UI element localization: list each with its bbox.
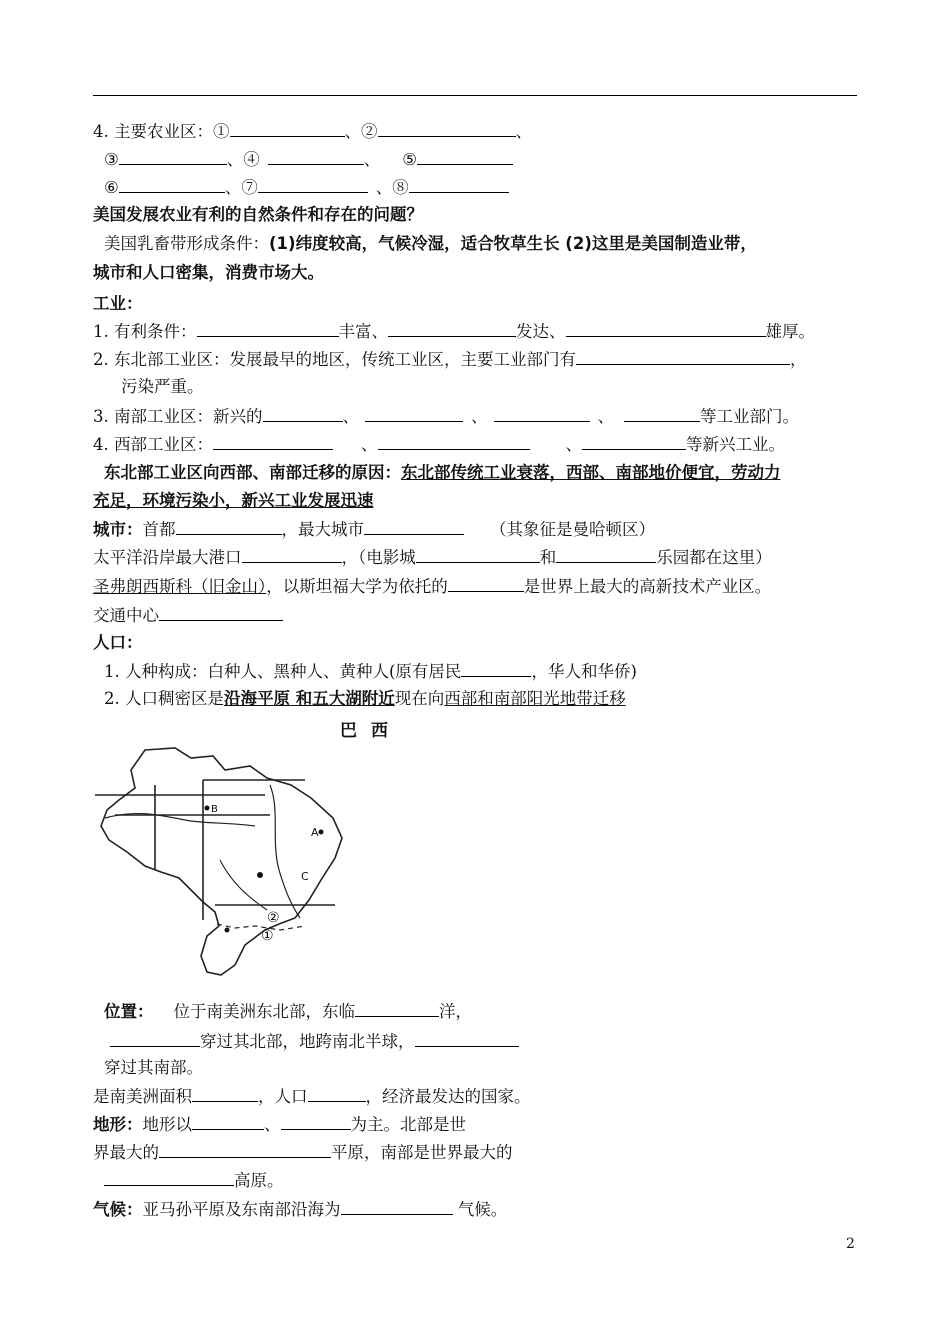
map-river	[270, 785, 300, 918]
city-line-3: 圣弗朗西斯科（旧金山），以斯坦福大学为依托的 是世界上最大的高新技术产业区。	[93, 577, 772, 596]
blank[interactable]	[378, 433, 530, 450]
brazil-terrain-line-3: 高原。	[104, 1169, 284, 1192]
blank[interactable]	[576, 348, 790, 365]
agri-line-3: ⑥ 、⑦ 、⑧	[104, 176, 509, 199]
blank[interactable]	[104, 1169, 234, 1186]
blank[interactable]	[388, 320, 516, 337]
page-number: 2	[846, 1236, 855, 1252]
map-label: A	[311, 826, 319, 839]
population-heading: 人口：	[93, 633, 143, 652]
industry-migration-line-1: 东北部工业区向西部、南部迁移的原因：东北部传统工业衰落，西部、南部地价便宜，劳动力	[104, 463, 781, 482]
map-point	[225, 928, 230, 933]
city-line-1: 城市：首都 ，最大城市 （其象征是曼哈顿区）	[93, 520, 655, 539]
blank[interactable]	[448, 575, 524, 592]
blank[interactable]	[197, 320, 339, 337]
brazil-position-line-4: 是南美洲面积 ，人口 ，经济最发达的国家。	[93, 1087, 531, 1106]
blank[interactable]	[159, 604, 283, 621]
blank[interactable]	[417, 148, 513, 165]
industry-line-2b: 污染严重。	[121, 377, 204, 396]
brazil-map	[95, 740, 355, 980]
dairy-line-2: 城市和人口密集，消费市场大。	[93, 263, 324, 282]
blank[interactable]	[582, 433, 686, 450]
blank[interactable]	[213, 433, 333, 450]
blank[interactable]	[416, 546, 540, 563]
blank[interactable]	[263, 405, 343, 422]
industry-line-1: 1. 有利条件： 丰富、 发达、 雄厚。	[93, 322, 815, 341]
blank[interactable]	[230, 120, 345, 137]
map-label: C	[301, 870, 309, 883]
population-line-1: 1. 人种构成：白种人、黑种人、黄种人(原有居民 ，华人和华侨)	[104, 662, 637, 681]
blank[interactable]	[378, 120, 516, 137]
blank[interactable]	[308, 1085, 366, 1102]
agri-question-heading: 美国发展农业有利的自然条件和存在的问题？	[93, 205, 423, 224]
blank[interactable]	[268, 148, 364, 165]
blank[interactable]	[624, 405, 700, 422]
blank[interactable]	[415, 1030, 519, 1047]
blank[interactable]	[192, 1085, 258, 1102]
agri-line-1: 4. 主要农业区：① 、② 、	[93, 122, 532, 141]
blank[interactable]	[242, 546, 342, 563]
blank[interactable]	[341, 1198, 453, 1215]
map-point	[319, 830, 324, 835]
city-line-2: 太平洋沿岸最大港口 ，（电影城 和 乐园都在这里）	[93, 548, 772, 567]
blank[interactable]	[461, 660, 531, 677]
industry-line-3: 3. 南部工业区：新兴的 、 、 、 等工业部门。	[93, 407, 799, 426]
dairy-line-1: 美国乳畜带形成条件：(1)纬度较高，气候冷湿，适合牧草生长 (2)这里是美国制造业带，	[104, 234, 757, 253]
map-point	[205, 806, 210, 811]
blank[interactable]	[365, 405, 463, 422]
blank[interactable]	[119, 148, 227, 165]
section-title-brazil: 巴西	[340, 721, 402, 741]
agri-line-2: ③ 、④ 、 ⑤	[104, 148, 513, 171]
industry-line-2: 2. 东北部工业区：发展最早的地区，传统工业区，主要工业部门有 ，	[93, 350, 807, 369]
blank[interactable]	[110, 1030, 200, 1047]
brazil-terrain-line-1: 地形：地形以 、 为主。北部是世	[93, 1115, 466, 1134]
industry-migration-line-2: 充足，环境污染小，新兴工业发展迅速	[93, 491, 374, 510]
industry-heading: 工业：	[93, 294, 143, 313]
blank[interactable]	[364, 518, 464, 535]
blank[interactable]	[556, 546, 656, 563]
brazil-position-line-3: 穿过其南部。	[104, 1058, 203, 1077]
map-river	[220, 860, 267, 910]
brazil-terrain-line-2: 界最大的 平原，南部是世界最大的	[93, 1143, 513, 1162]
brazil-position-line-1: 位置： 位于南美洲东北部，东临 洋，	[104, 1002, 472, 1021]
blank[interactable]	[176, 518, 282, 535]
industry-line-4: 4. 西部工业区： 、 、 等新兴工业。	[93, 435, 785, 454]
blank[interactable]	[159, 1141, 331, 1158]
brazil-outline	[101, 748, 342, 975]
blank[interactable]	[494, 405, 590, 422]
blank[interactable]	[192, 1113, 264, 1130]
map-label: ②	[267, 910, 280, 926]
blank[interactable]	[258, 176, 368, 193]
brazil-position-line-2: 穿过其北部，地跨南北半球，	[110, 1030, 519, 1053]
blank[interactable]	[281, 1113, 351, 1130]
brazil-climate-line: 气候：亚马孙平原及东南部沿海为 气候。	[93, 1200, 508, 1219]
blank[interactable]	[566, 320, 766, 337]
blank[interactable]	[355, 1000, 439, 1017]
blank[interactable]	[409, 176, 509, 193]
map-label: B	[211, 804, 218, 815]
map-label: ①	[261, 928, 274, 944]
population-line-2: 2. 人口稠密区是沿海平原 和五大湖附近现在向西部和南部阳光地带迁移	[104, 689, 626, 708]
city-line-4: 交通中心	[93, 604, 283, 627]
blank[interactable]	[119, 176, 225, 193]
header-rule	[93, 95, 857, 96]
map-point	[257, 872, 263, 878]
